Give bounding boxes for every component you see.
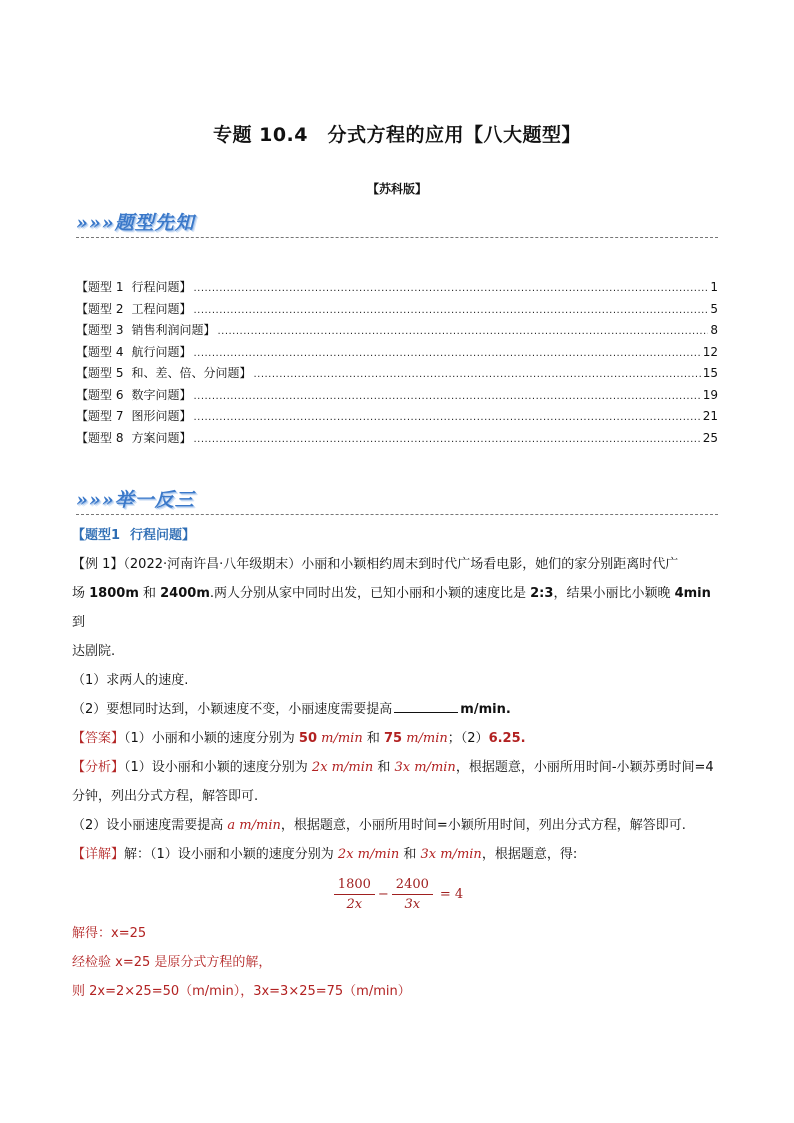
answer-line — [72, 724, 722, 753]
example-line-3: 达剧院. — [72, 644, 116, 659]
speed-ratio: 2:3 — [530, 586, 554, 601]
toc-title: 工程问题】 — [131, 301, 192, 316]
toc-title: 和、差、倍、分问题】 — [131, 366, 252, 380]
toc-tag: 【题型 2 — [76, 301, 124, 316]
toc-entry[interactable] — [76, 278, 718, 300]
minus-sign: − — [377, 886, 389, 902]
question-2-unit: m/min. — [460, 702, 511, 717]
analysis-var: a m/min — [227, 818, 281, 833]
answer-text: （1）小丽和小颖的速度分别为 — [124, 731, 299, 746]
edition-label: 【苏科版】 — [366, 182, 427, 196]
toc-tag: 【题型 1 — [76, 280, 124, 294]
toc-page-number: 12 — [702, 344, 718, 359]
result-line: 则 2x=2×25=50（m/min），3x=3×25=75（m/min） — [72, 984, 411, 999]
toc-leader — [193, 434, 700, 445]
example-text: 小丽和小颖相约周末到时代广场看电影，她们的家分别距离时代广 — [301, 557, 679, 572]
toc-title: 销售利润问题】 — [131, 323, 216, 337]
denominator: 2x — [346, 896, 363, 912]
type-heading-title: 行程问题】 — [130, 528, 196, 543]
answer-speed-1: 50 — [298, 731, 318, 746]
problem-content — [72, 524, 722, 1006]
practice-banner: »»»举一反三 — [76, 489, 195, 511]
toc-tag: 【题型 6 — [76, 387, 124, 402]
toc-leader — [193, 283, 708, 294]
toc-title: 行程问题】 — [131, 280, 192, 294]
detail-text: 解：（1）设小丽和小颖的速度分别为 — [124, 847, 338, 862]
toc-entry[interactable] — [76, 429, 718, 451]
toc-entry[interactable] — [76, 321, 718, 343]
toc-leader — [253, 369, 700, 380]
toc-tag: 【题型 7 — [76, 409, 124, 423]
distance-2: 2400m — [160, 586, 210, 601]
example-text: ，结果小丽比小颖晚 — [553, 586, 675, 601]
check-line: 经检验 x=25 是原分式方程的解， — [72, 955, 272, 970]
example-text: 场 — [72, 586, 90, 601]
fraction-2 — [392, 877, 433, 912]
analysis-var: 2x m/min — [311, 760, 374, 775]
question-1: （1）求两人的速度. — [72, 673, 189, 688]
question-2 — [72, 695, 722, 724]
toc-page-number: 19 — [702, 387, 718, 402]
example-text: 和 — [138, 586, 161, 601]
practice-divider — [76, 514, 718, 515]
analysis-text: （1）设小丽和小颖的速度分别为 — [124, 760, 312, 775]
example-line-1 — [72, 550, 722, 579]
toc-title: 航行问题】 — [131, 344, 192, 359]
toc-page-number: 8 — [710, 323, 718, 337]
toc-leader — [193, 348, 700, 359]
analysis-line-1 — [72, 753, 722, 782]
answer-increase: 6.25. — [488, 731, 526, 746]
toc-tag: 【题型 3 — [76, 323, 124, 337]
detail-label: 【详解】 — [72, 847, 125, 862]
toc-entry[interactable] — [76, 386, 718, 408]
toc-title: 方案问题】 — [131, 430, 192, 445]
solve-line: 解得：x=25 — [72, 926, 147, 941]
answer-blank[interactable] — [394, 698, 458, 713]
numerator: 1800 — [334, 877, 375, 895]
toc-tag: 【题型 5 — [76, 366, 124, 380]
analysis-text: 和 — [373, 760, 395, 775]
equation-rhs: = 4 — [439, 886, 464, 902]
equation — [72, 869, 722, 919]
toc-entry[interactable] — [76, 343, 718, 365]
toc-leader — [217, 326, 708, 337]
page-title: 专题 10.4 分式方程的应用【八大题型】 — [213, 124, 581, 146]
example-source: （2022·河南许昌·八年级期末） — [123, 557, 302, 572]
analysis-var: 3x m/min — [394, 760, 456, 775]
toc-tag: 【题型 4 — [76, 344, 124, 359]
toc-banner: »»»题型先知 — [76, 212, 195, 234]
toc-leader — [193, 412, 700, 423]
detail-text: ，根据题意，得: — [481, 847, 578, 862]
example-line-2 — [72, 579, 722, 637]
example-text: .两人分别从家中同时出发，已知小丽和小颖的速度比是 — [209, 586, 531, 601]
analysis-line-3 — [72, 811, 722, 840]
late-time: 4min — [674, 586, 711, 601]
toc-tag: 【题型 8 — [76, 430, 124, 445]
toc-page-number: 15 — [702, 366, 718, 380]
answer-text: ；（2） — [447, 731, 489, 746]
toc-leader — [193, 305, 708, 316]
toc-entry[interactable] — [76, 407, 718, 429]
toc-page-number: 25 — [702, 430, 718, 445]
answer-unit: m/min — [402, 731, 448, 746]
analysis-label: 【分析】 — [72, 760, 125, 775]
analysis-text: ，根据题意，小丽所用时间-小颖苏勇时间=4 — [455, 760, 714, 775]
toc-page-number: 5 — [710, 301, 718, 316]
type-heading — [72, 524, 722, 550]
toc-divider — [76, 237, 718, 238]
toc-page-number: 21 — [702, 409, 718, 423]
distance-1: 1800m — [89, 586, 139, 601]
example-text: 到 — [72, 615, 86, 630]
table-of-contents — [76, 278, 718, 450]
toc-page-number: 1 — [710, 280, 718, 294]
analysis-text: （2）设小丽速度需要提高 — [72, 818, 228, 833]
detail-line-1 — [72, 840, 722, 869]
toc-title: 数字问题】 — [131, 387, 192, 402]
toc-leader — [193, 391, 700, 402]
toc-entry[interactable] — [76, 364, 718, 386]
detail-var: 3x m/min — [420, 847, 482, 862]
denominator: 3x — [404, 896, 421, 912]
analysis-text: ，根据题意，小丽所用时间=小颖所用时间，列出分式方程，解答即可. — [280, 818, 686, 833]
analysis-line-2: 分钟，列出分式方程，解答即可. — [72, 789, 259, 804]
example-label: 【例 1】 — [72, 557, 124, 572]
answer-label: 【答案】 — [72, 731, 125, 746]
numerator: 2400 — [392, 877, 433, 895]
type-heading-tag: 【题型1 — [72, 528, 121, 543]
toc-entry[interactable] — [76, 300, 718, 322]
answer-text: 和 — [362, 731, 384, 746]
answer-unit: m/min — [317, 731, 363, 746]
fraction-1 — [334, 877, 375, 912]
answer-speed-2: 75 — [383, 731, 403, 746]
toc-title: 图形问题】 — [131, 409, 192, 423]
detail-var: 2x m/min — [337, 847, 400, 862]
question-2-text: （2）要想同时达到，小颖速度不变，小丽速度需要提高 — [72, 702, 393, 717]
detail-text: 和 — [399, 847, 421, 862]
